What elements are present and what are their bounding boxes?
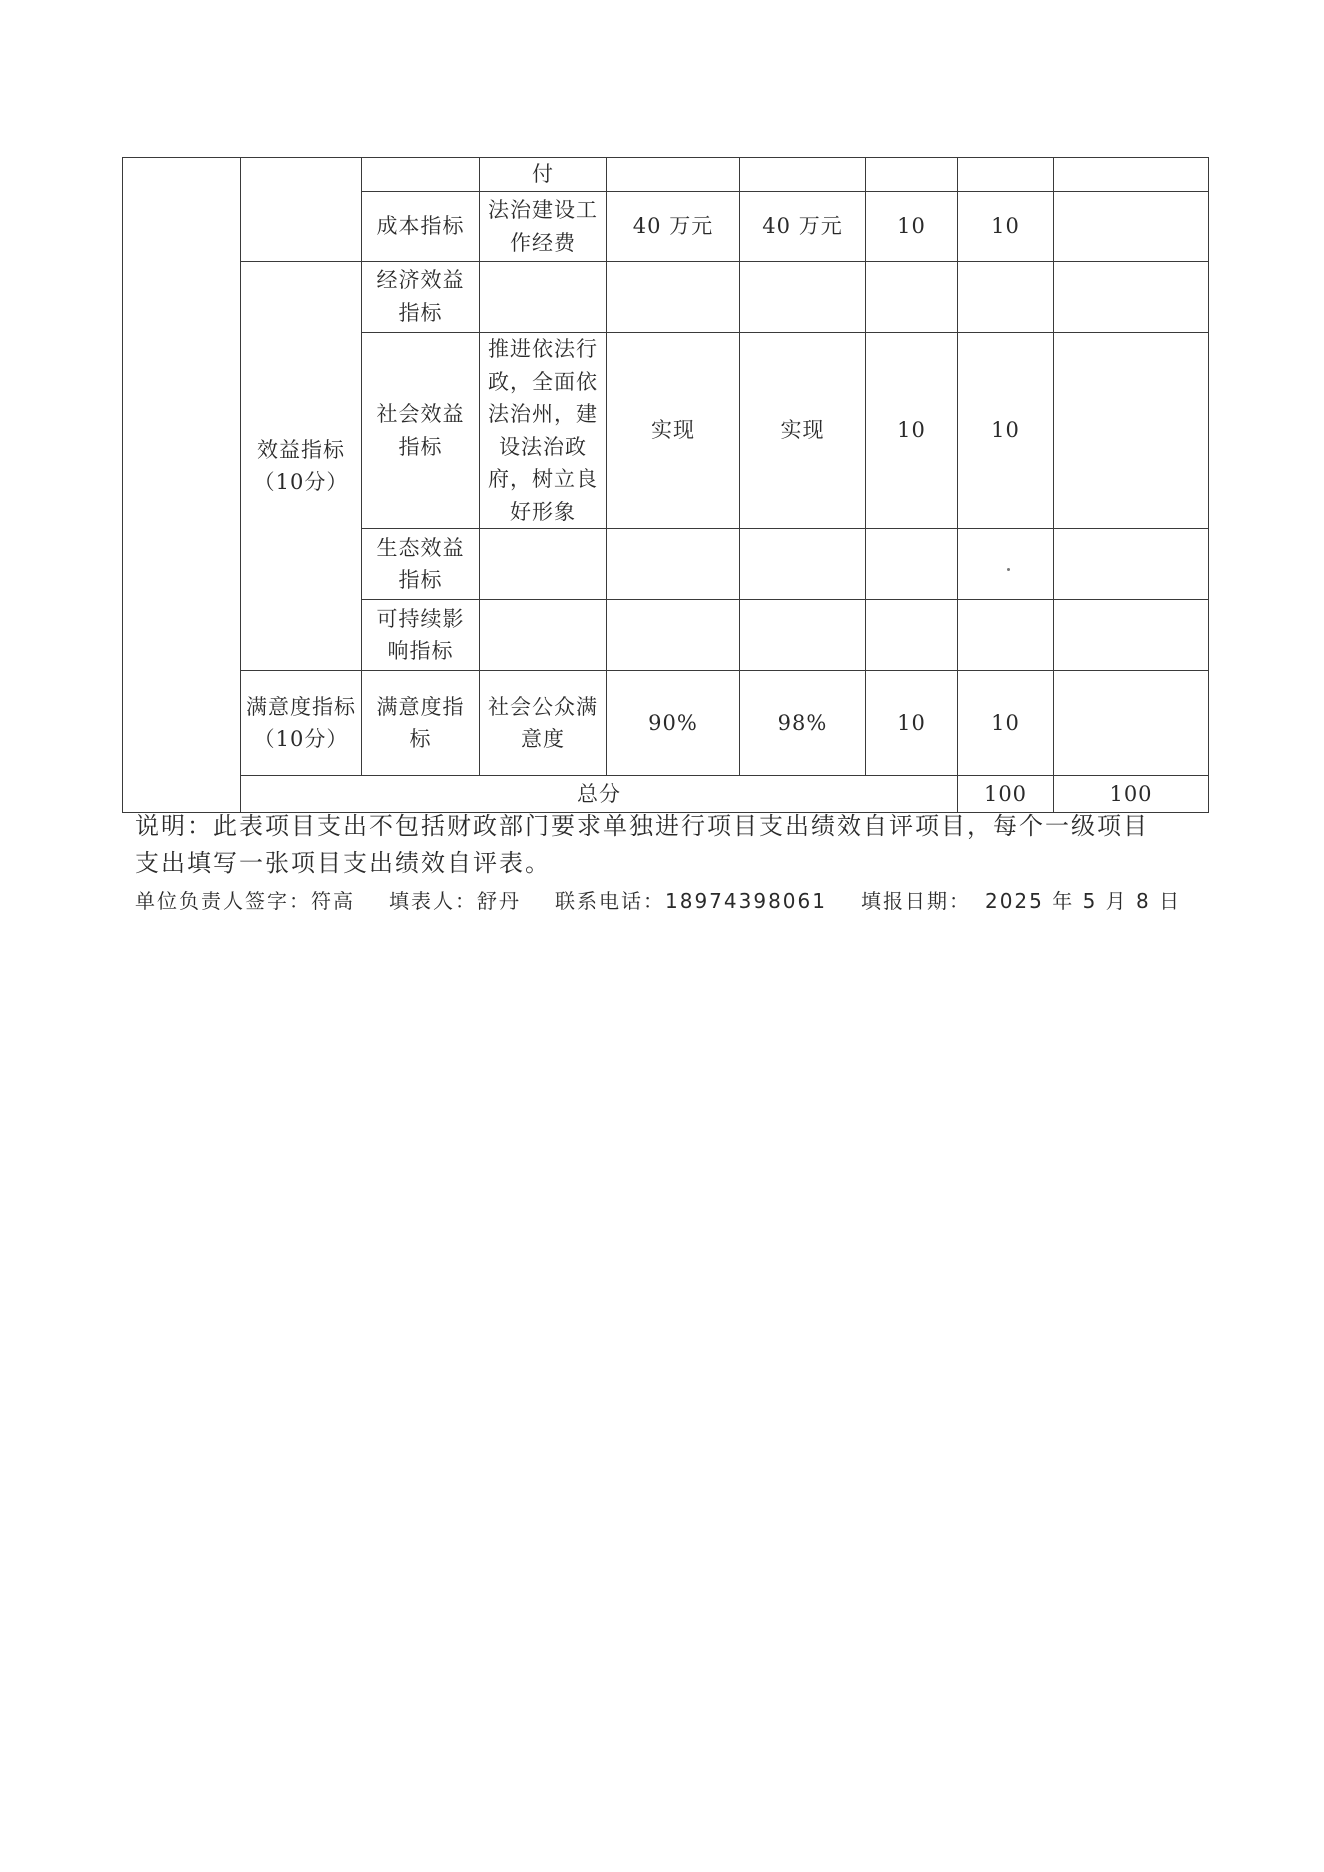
score-cell bbox=[958, 600, 1054, 671]
total-weight: 100 bbox=[958, 776, 1054, 813]
content-cell bbox=[480, 262, 607, 333]
phone-label: 联系电话： bbox=[555, 889, 665, 913]
tier3-cell: 可持续影响指标 bbox=[362, 600, 480, 671]
actual-cell bbox=[740, 262, 866, 333]
content-cell: 推进依法行政，全面依法治州，建设法治政府，树立良好形象 bbox=[480, 333, 607, 529]
tier1-cell bbox=[123, 158, 241, 813]
signer-name: 符高 bbox=[311, 889, 355, 913]
target-cell: 90% bbox=[607, 671, 740, 776]
content-cell: 社会公众满意度 bbox=[480, 671, 607, 776]
weight-cell: 10 bbox=[866, 333, 958, 529]
remark-cell bbox=[1054, 158, 1209, 192]
target-cell bbox=[607, 529, 740, 600]
remark-cell bbox=[1054, 671, 1209, 776]
filler-name: 舒丹 bbox=[477, 889, 521, 913]
note-line-1: 说明：此表项目支出不包括财政部门要求单独进行项目支出绩效自评项目，每个一级项目 bbox=[135, 812, 1149, 840]
tier3-cell: 生态效益指标 bbox=[362, 529, 480, 600]
remark-cell bbox=[1054, 192, 1209, 262]
weight-cell bbox=[866, 529, 958, 600]
score-cell: 10 bbox=[958, 671, 1054, 776]
total-label: 总分 bbox=[241, 776, 958, 813]
content-cell: 付 bbox=[480, 158, 607, 192]
content-cell bbox=[480, 600, 607, 671]
note-line-2: 支出填写一张项目支出绩效自评表。 bbox=[135, 849, 551, 877]
score-cell bbox=[958, 158, 1054, 192]
content-cell: 法治建设工作经费 bbox=[480, 192, 607, 262]
signature-line bbox=[135, 885, 1181, 914]
score-cell: 10 bbox=[958, 333, 1054, 529]
actual-cell bbox=[740, 158, 866, 192]
tier3-cell: 社会效益指标 bbox=[362, 333, 480, 529]
weight-cell bbox=[866, 600, 958, 671]
target-cell bbox=[607, 600, 740, 671]
score-cell bbox=[958, 262, 1054, 333]
tier3-cell: 成本指标 bbox=[362, 192, 480, 262]
actual-cell: 40 万元 bbox=[740, 192, 866, 262]
score-cell bbox=[958, 529, 1054, 600]
score-cell: 10 bbox=[958, 192, 1054, 262]
filler-label: 填表人： bbox=[389, 889, 477, 913]
weight-cell bbox=[866, 262, 958, 333]
total-score: 100 bbox=[1054, 776, 1209, 813]
tier2-cell-satisfaction: 满意度指标（10分） bbox=[241, 671, 362, 776]
phone-number: 18974398061 bbox=[665, 889, 827, 913]
tier2-cell-output bbox=[241, 158, 362, 262]
tier3-cell: 经济效益指标 bbox=[362, 262, 480, 333]
weight-cell bbox=[866, 158, 958, 192]
target-cell bbox=[607, 158, 740, 192]
scan-speck bbox=[1007, 568, 1010, 571]
tier3-cell: 满意度指标 bbox=[362, 671, 480, 776]
date-label: 填报日期： bbox=[860, 889, 971, 913]
tier3-cell bbox=[362, 158, 480, 192]
performance-table bbox=[122, 157, 1209, 813]
table-row bbox=[123, 262, 1209, 333]
target-cell bbox=[607, 262, 740, 333]
remark-cell bbox=[1054, 262, 1209, 333]
weight-cell: 10 bbox=[866, 671, 958, 776]
signer-label: 单位负责人签字： bbox=[135, 889, 311, 913]
weight-cell: 10 bbox=[866, 192, 958, 262]
content-cell bbox=[480, 529, 607, 600]
tier2-cell-benefit: 效益指标（10分） bbox=[241, 262, 362, 671]
remark-cell bbox=[1054, 529, 1209, 600]
table-row bbox=[123, 671, 1209, 776]
actual-cell bbox=[740, 529, 866, 600]
actual-cell: 实现 bbox=[740, 333, 866, 529]
table-row bbox=[123, 158, 1209, 192]
remark-cell bbox=[1054, 600, 1209, 671]
remark-cell bbox=[1054, 333, 1209, 529]
target-cell: 40 万元 bbox=[607, 192, 740, 262]
fill-date: 2025 年 5 月 8 日 bbox=[984, 889, 1182, 913]
actual-cell bbox=[740, 600, 866, 671]
actual-cell: 98% bbox=[740, 671, 866, 776]
target-cell: 实现 bbox=[607, 333, 740, 529]
